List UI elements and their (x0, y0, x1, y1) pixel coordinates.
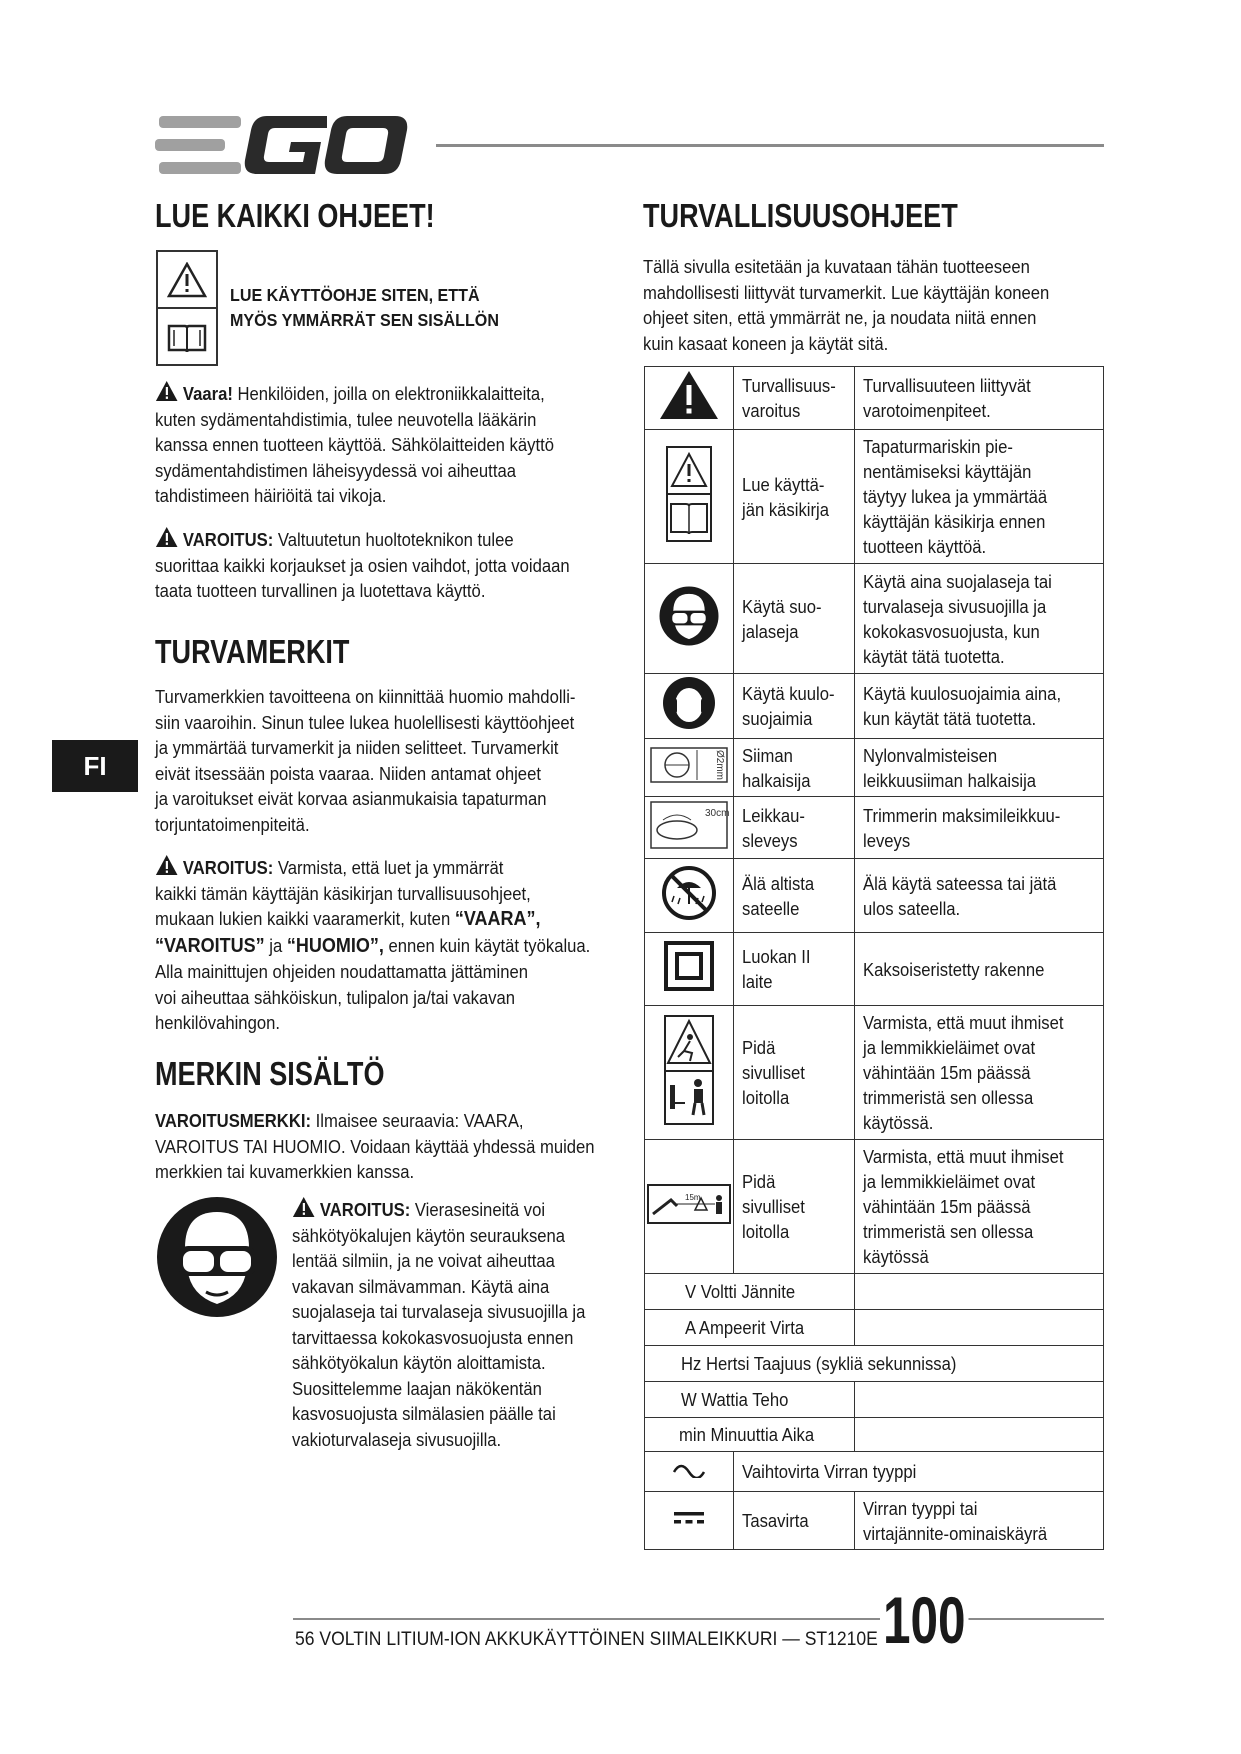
symbol-cell (645, 430, 734, 564)
no-rain-icon (660, 864, 718, 922)
symbol-name-cell (734, 430, 855, 564)
warning-triangle-icon (658, 369, 720, 421)
sign-content-paragraph (155, 1108, 605, 1185)
symbol-name-cell (734, 564, 855, 674)
table-row (645, 367, 1104, 430)
manual-icon-box (156, 250, 218, 366)
symbol-cell (645, 739, 734, 797)
warning-text-line: Suosittelemme laajan näkökentän (292, 1377, 542, 1399)
danger-text-line: sydämentahdistimen läheisyydessä voi aiheuttaa (155, 459, 516, 481)
table-row (645, 933, 1104, 1006)
symbol-desc: Turvallisuuteen liittyvät varotoimenpiteet. (863, 375, 1031, 421)
warning-triangle-icon (155, 526, 178, 548)
section-title-safety-instructions: TURVALLISUUSOHJEET (643, 197, 958, 234)
unit-text: Hz Hertsi Taajuus (sykliä sekunnissa) (681, 1353, 957, 1374)
symbol-cell (645, 1006, 734, 1140)
text-line: Tällä sivulla esitetään ja kuvataan tähän tuotteeseen (643, 256, 1030, 277)
warning-paragraph-read-manual (155, 854, 605, 1036)
warning-text-line: sähkötyökalujen käytön seurauksena (292, 1224, 566, 1246)
warning-text-line: kaikki tämän käyttäjän käsikirjan turvallisuusohjeet, (155, 882, 531, 904)
warning-paragraph-service (155, 526, 605, 604)
symbol-desc-cell (855, 430, 1104, 564)
warning-sign-label: VAROITUSMERKKI: (155, 1110, 312, 1131)
text-line: mahdollisesti liittyvät turvamerkit. Lue käyttäjän koneen (643, 281, 1050, 303)
table-row (645, 739, 1104, 797)
footer-rule (293, 1618, 1104, 1620)
table-row (645, 1310, 1104, 1346)
section-title-read-all: LUE KAIKKI OHJEET! (155, 197, 435, 234)
direct-current-icon (672, 1508, 706, 1528)
symbol-desc-cell (855, 1140, 1104, 1274)
warning-text-line: ja (264, 934, 287, 956)
symbol-desc: Varmista, että muut ihmiset ja lemmikkieläimet ovat vähintään 15m päässä trimmeristä sen ollessa käytössä. (863, 1012, 1064, 1133)
keep-bystanders-away-icon (664, 1015, 714, 1125)
danger-paragraph (155, 380, 605, 509)
unit-text: V Voltti Jännite (685, 1281, 796, 1302)
symbol-cell (645, 1452, 734, 1492)
symbol-name-cell (734, 739, 855, 797)
unit-cell (645, 1418, 855, 1452)
safety-goggles-icon (156, 1196, 278, 1318)
danger-text-line: tahdistimeen häiriöitä tai vikoja. (155, 485, 387, 506)
symbol-desc: Älä käytä sateessa tai jätä ulos sateella. (863, 872, 1057, 919)
empty-cell (855, 1274, 1104, 1310)
safety-intro-paragraph (643, 254, 1066, 356)
symbol-desc: Virran tyyppi tai virtajännite-ominaiskäyrä (863, 1497, 1048, 1544)
warning-text-line: lentää silmiin, ja ne voivat aiheuttaa (292, 1250, 555, 1271)
warning-text-line: taata tuotteen turvallinen ja luotettava käyttö. (155, 580, 486, 601)
warning-text-line: ennen kuin käytät työkalua. (383, 934, 591, 956)
warning-text-line: voi aiheuttaa sähköiskun, tulipalon ja/tai vakavan (155, 986, 516, 1008)
bystander-distance-icon (647, 1184, 731, 1224)
language-tab: FI (52, 740, 138, 792)
symbol-cell (645, 859, 734, 933)
safety-goggles-icon (659, 586, 719, 646)
table-row (645, 1006, 1104, 1140)
symbol-desc-cell (855, 933, 1104, 1006)
danger-label: Vaara! (182, 383, 233, 404)
warning-text-line: Vierasesineitä voi (410, 1199, 546, 1220)
warning-label: VAROITUS: (182, 857, 274, 878)
symbol-name-cell (734, 1492, 855, 1550)
symbol-desc: Trimmerin maksimileikkuu- leveys (863, 804, 1061, 851)
table-row (645, 797, 1104, 859)
table-row (645, 1492, 1104, 1550)
symbol-name: Älä altista sateelle (742, 872, 815, 919)
text-line: Ilmaisee seuraavia: VAARA, (311, 1110, 524, 1131)
symbol-cell (645, 674, 734, 739)
table-row (645, 1140, 1104, 1274)
symbol-desc-cell (855, 797, 1104, 859)
text-line: ohjeet siten, että ymmärrät ne, ja noudata niitä ennen (643, 307, 1037, 328)
warning-text-line: henkilövahingon. (155, 1012, 280, 1033)
table-row (645, 859, 1104, 933)
text-line: ja varoitukset eivät korvaa asianmukaisia tapaturman (155, 788, 547, 809)
symbol-cell (645, 1140, 734, 1274)
symbol-desc-cell (855, 674, 1104, 739)
text-line: merkkien tai kuvamerkkien kanssa. (155, 1161, 415, 1182)
section-title-safety-signs: TURVAMERKIT (155, 633, 350, 670)
alternating-current-icon (672, 1462, 706, 1478)
manual-note-line: MYÖS YMMÄRRÄT SEN SISÄLLÖN (230, 310, 499, 330)
warning-text-line: Alla mainittujen ohjeiden noudattamatta jättäminen (155, 961, 529, 982)
quoted-term: “HUOMIO”, (286, 934, 384, 957)
text-line: kuin kasaat koneen ja käytät sitä. (643, 332, 889, 354)
symbol-desc: Tapaturmariskin pie- nentämiseksi käyttäjän täytyy lukea ja ymmärtää käyttäjän käsikirja ennen tuotteen käyttöä. (863, 436, 1048, 557)
quoted-term: “VAARA”, (454, 908, 541, 930)
empty-cell (855, 1382, 1104, 1418)
symbol-name-cell (734, 797, 855, 859)
danger-text-line: kanssa ennen tuotteen käyttöä. Sähkölaitteiden käyttö (155, 434, 554, 455)
symbol-desc: Käytä kuulosuojaimia aina, kun käytät tätä tuotetta. (863, 683, 1062, 729)
table-row (645, 1346, 1104, 1382)
symbol-desc-cell (855, 564, 1104, 674)
manual-book-icon (158, 307, 216, 364)
table-row (645, 1274, 1104, 1310)
unit-cell (645, 1382, 855, 1418)
symbol-name: Siiman halkaisija (742, 744, 811, 791)
table-row (645, 564, 1104, 674)
table-row (645, 1418, 1104, 1452)
warning-text-line: suojalaseja tai turvalaseja sivusuojilla ja (292, 1301, 586, 1322)
symbol-cell (645, 564, 734, 674)
warning-text-line: vakioturvalaseja sivusuojilla. (292, 1428, 502, 1450)
unit-cell (645, 1274, 855, 1310)
text-line: Turvamerkkien tavoitteena on kiinnittää huomio mahdolli- (155, 686, 576, 707)
symbol-name: Lue käyttä- jän käsikirja (742, 473, 829, 520)
symbol-desc-cell (855, 859, 1104, 933)
warning-text-line: Varmista, että luet ja ymmärrät (273, 857, 504, 878)
empty-cell (855, 1310, 1104, 1346)
read-manual-icon (666, 446, 712, 542)
warning-triangle-icon (158, 252, 216, 307)
table-row (645, 1452, 1104, 1492)
symbol-name: Leikkau- sleveys (742, 804, 805, 851)
manual-note-line: LUE KÄYTTÖOHJE SITEN, ETTÄ (230, 285, 480, 305)
unit-cell (645, 1310, 855, 1346)
section-title-sign-content: MERKIN SISÄLTÖ (155, 1055, 385, 1092)
symbol-cell (645, 797, 734, 859)
text-line: eivät itsessään poista vaaraa. Niiden antamat ohjeet (155, 762, 541, 784)
safety-symbols-table (644, 366, 1104, 1550)
symbol-name: Turvallisuus- varoitus (742, 375, 836, 421)
ac-cell (734, 1452, 1104, 1492)
ac-text: Vaihtovirta Virran tyyppi (742, 1461, 917, 1482)
table-row (645, 430, 1104, 564)
symbol-desc: Kaksoiseristetty rakenne (863, 958, 1045, 980)
symbol-name: Luokan II laite (742, 946, 811, 992)
safety-signs-paragraph (155, 684, 605, 837)
warning-label: VAROITUS: (319, 1199, 411, 1220)
ego-logo (155, 116, 415, 176)
symbol-name: Käytä kuulo- suojaimia (742, 683, 835, 729)
symbol-desc: Nylonvalmisteisen leikkuusiiman halkaisija (863, 744, 1037, 791)
symbol-name-cell (734, 674, 855, 739)
table-row (645, 674, 1104, 739)
quoted-term: “VAROITUS” (155, 934, 265, 957)
symbol-desc: Varmista, että muut ihmiset ja lemmikkieläimet ovat vähintään 15m päässä trimmeristä sen ollessa käytössä (863, 1146, 1064, 1267)
warning-text-line: Valtuutetun huoltoteknikon tulee (273, 529, 514, 550)
header-rule (436, 144, 1104, 147)
danger-text-line: kuten sydämentahdistimia, tulee neuvotella lääkärin (155, 408, 537, 430)
warning-triangle-icon (155, 854, 178, 876)
class-ii-icon (663, 940, 715, 992)
symbol-name: Pidä sivulliset loitolla (742, 1171, 805, 1242)
text-line: ja ymmärtää turvamerkit ja niiden selitteet. Turvamerkit (155, 737, 559, 758)
warning-triangle-icon (292, 1196, 315, 1218)
warning-triangle-icon (155, 380, 178, 402)
symbol-cell (645, 1492, 734, 1550)
unit-text: W Wattia Teho (681, 1389, 789, 1410)
page-number: 100 (880, 1582, 969, 1658)
empty-cell (855, 1418, 1104, 1452)
warning-paragraph-eye-protection (292, 1196, 598, 1452)
manual-note (230, 283, 499, 333)
warning-text-line: mukaan lukien kaikki vaaramerkit, kuten (155, 908, 455, 929)
footer-title: 56 VOLTIN LITIUM-ION AKKUKÄYTTÖINEN SIIMALEIKKURI — ST1210E (295, 1628, 878, 1650)
symbol-desc-cell (855, 367, 1104, 430)
text-line: siin vaaroihin. Sinun tulee lukea huolellisesti käyttöohjeet (155, 711, 575, 733)
warning-text-line: kasvosuojusta silmälasien päälle tai (292, 1403, 556, 1424)
unit-cell (645, 1346, 1104, 1382)
symbol-cell (645, 367, 734, 430)
unit-text: A Ampeerit Virta (685, 1317, 805, 1338)
symbol-name: Tasavirta (742, 1510, 809, 1531)
symbol-name-cell (734, 859, 855, 933)
svg-text:15m: 15m (685, 1192, 701, 1202)
warning-text-line: tarvittaessa kokokasvosuojusta ennen (292, 1326, 574, 1348)
warning-text-line: sähkötyökalun käytön aloittamista. (292, 1352, 546, 1373)
line-diameter-icon (649, 742, 729, 788)
symbol-name-cell (734, 1140, 855, 1274)
warning-text-line: vakavan silmävamman. Käytä aina (292, 1275, 550, 1297)
symbol-desc: Käytä aina suojalaseja tai turvalaseja sivusuojilla ja kokokasvosuojusta, kun käytät tätä tuotetta. (863, 570, 1053, 667)
symbol-desc-cell (855, 739, 1104, 797)
symbol-desc-cell (855, 1492, 1104, 1550)
symbol-desc-cell (855, 1006, 1104, 1140)
table-row (645, 1382, 1104, 1418)
symbol-name-cell (734, 1006, 855, 1140)
danger-text-line: Henkilöiden, joilla on elektroniikkalaitteita, (232, 383, 545, 404)
warning-label: VAROITUS: (182, 529, 274, 550)
unit-text: min Minuuttia Aika (679, 1424, 815, 1445)
svg-text:Ø2mm: Ø2mm (714, 749, 725, 780)
ear-protection-icon (662, 676, 716, 730)
text-line: VAROITUS TAI HUOMIO. Voidaan käyttää yhdessä muiden (155, 1135, 595, 1157)
svg-text:EGO: EGO (175, 156, 178, 157)
text-line: torjuntatoimenpiteitä. (155, 813, 310, 835)
cutting-width-icon (649, 800, 729, 850)
symbol-cell (645, 933, 734, 1006)
svg-text:30cm: 30cm (705, 807, 729, 819)
warning-text-line: suorittaa kaikki korjaukset ja osien vaihdot, jotta voidaan (155, 554, 570, 576)
symbol-name-cell (734, 367, 855, 430)
symbol-name-cell (734, 933, 855, 1006)
symbol-name: Käytä suo- jalaseja (742, 595, 822, 642)
symbol-name: Pidä sivulliset loitolla (742, 1037, 805, 1108)
